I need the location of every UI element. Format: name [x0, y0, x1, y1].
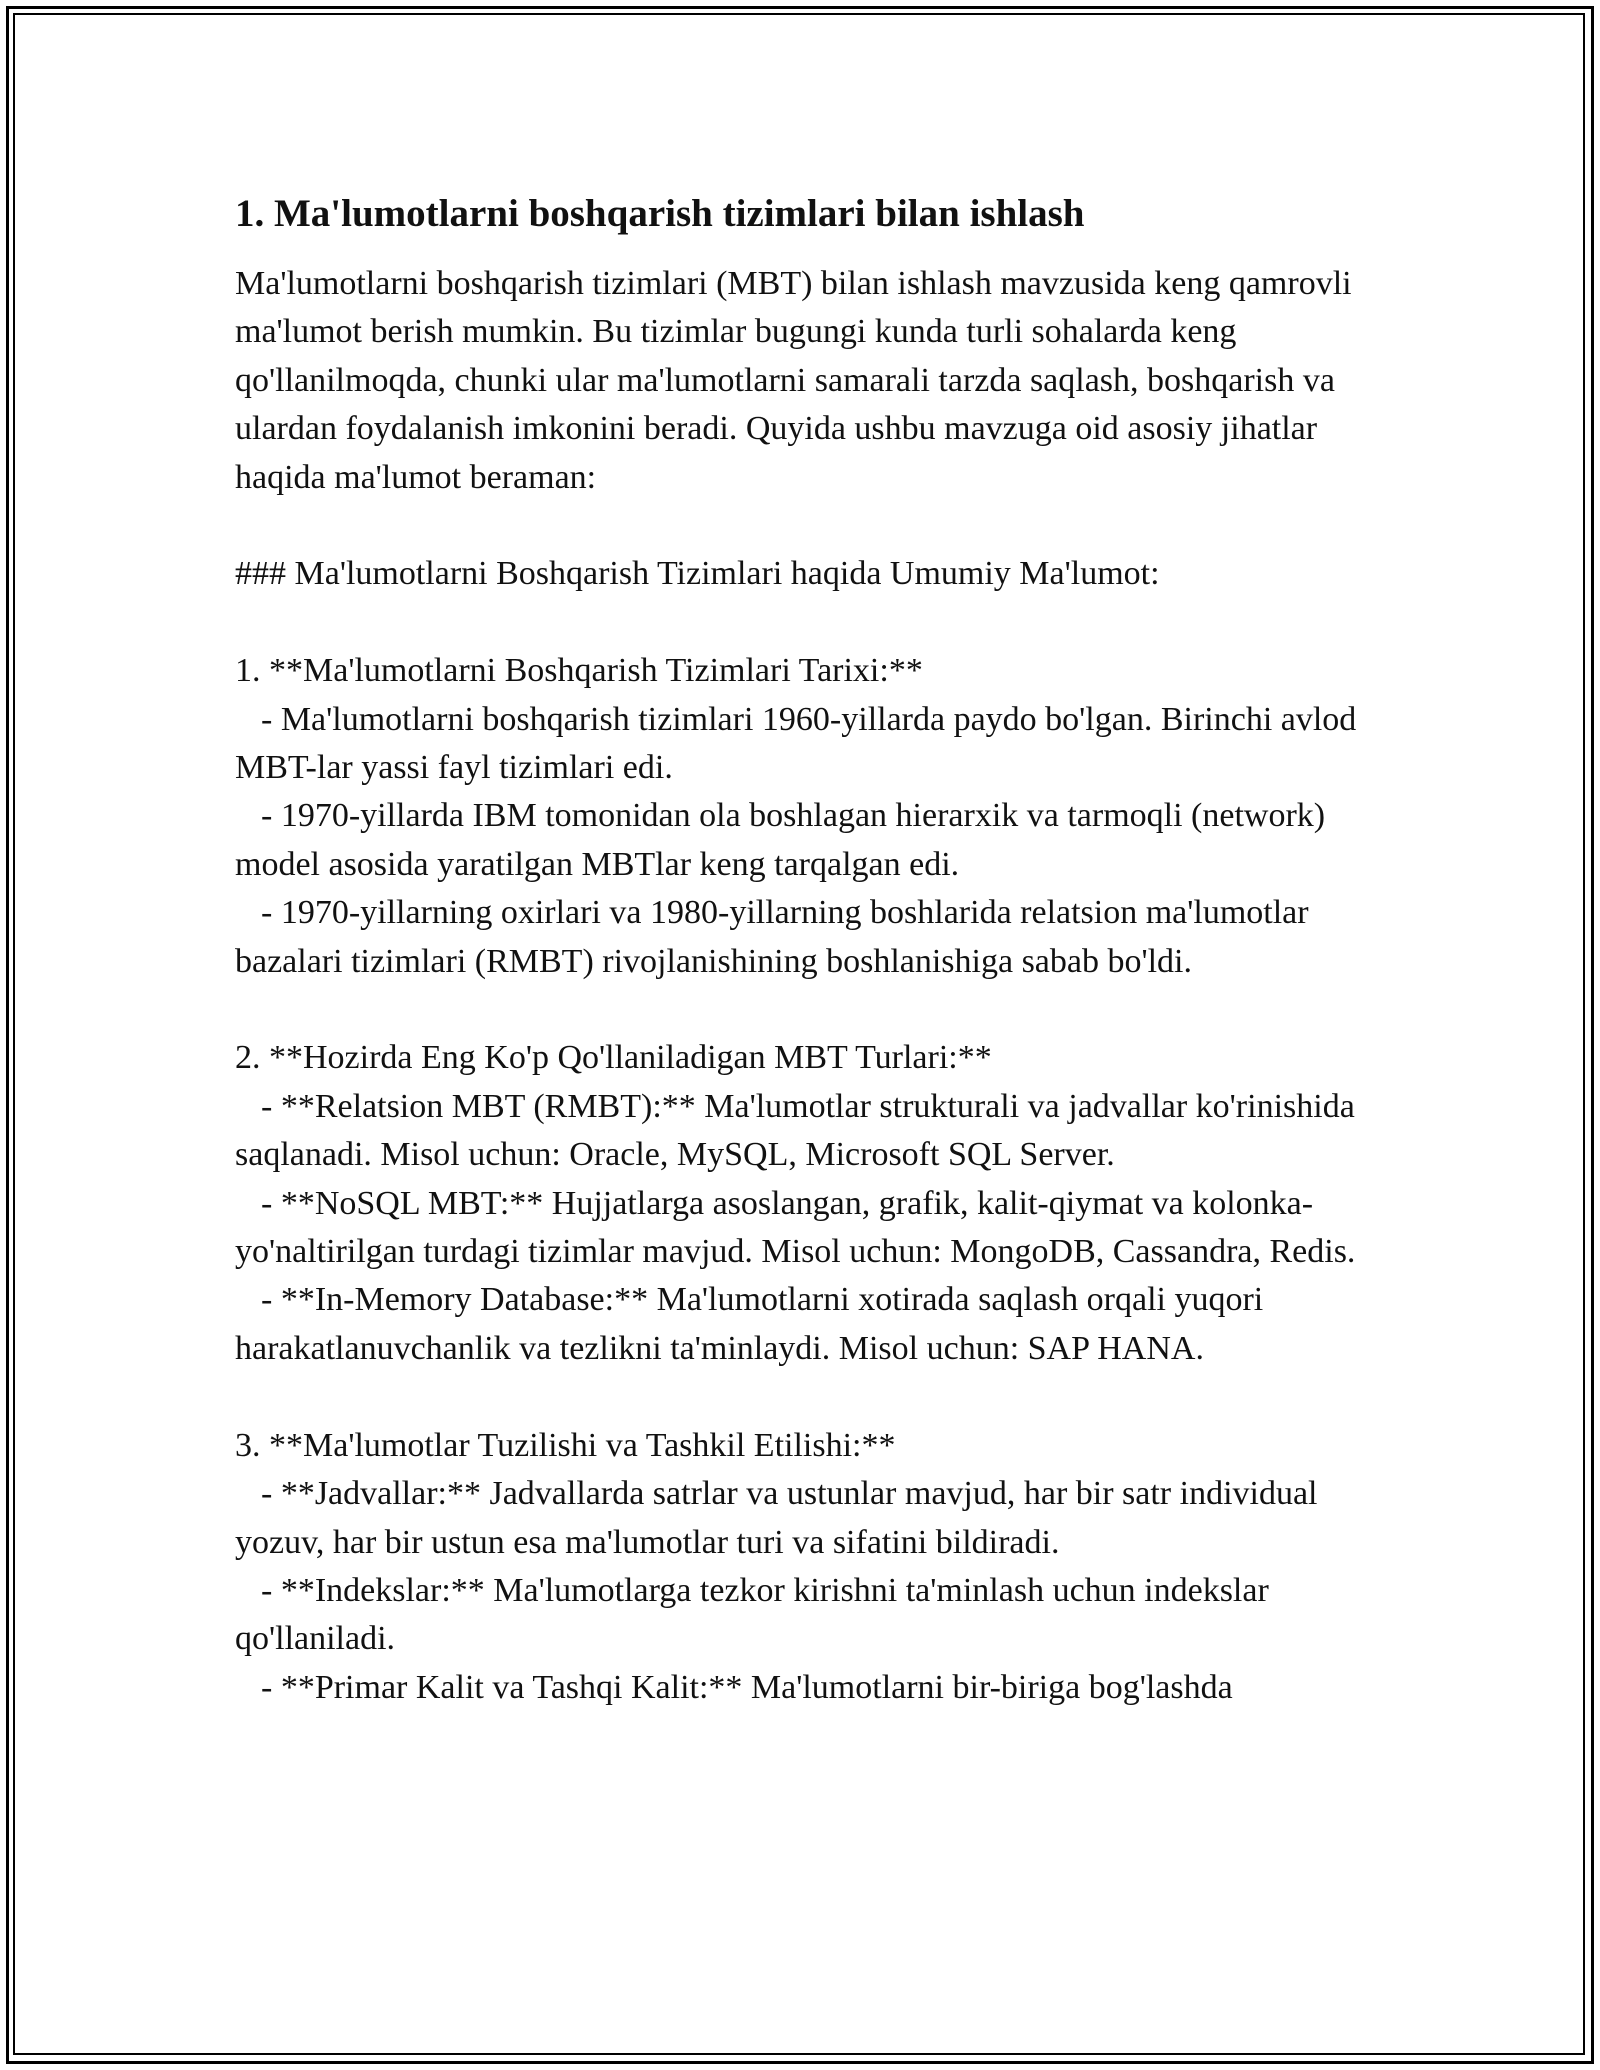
list-item — [235, 1567, 1375, 1664]
intro-paragraph: Ma'lumotlarni boshqarish tizimlari (MBT) bilan ishlash mavzusida keng qamrovli ma'lumot berish mumkin. Bu tizimlar bugungi kunda turli sohalarda keng qo'llanilmoqda, chunki ular ma'lumotlarni samarali tarzda saqlash, boshqarish va ulardan foydalanish imkonini beradi. Quyida ushbu mavzuga oid asosiy jihatlar haqida ma'lumot beraman: — [235, 265, 1352, 496]
list-item — [235, 696, 1375, 793]
list-item-text: - 1970-yillarda IBM tomonidan ola boshlagan hierarxik va tarmoqli (network) model asosida yaratilgan MBTlar keng tarqalgan edi. — [235, 797, 1326, 883]
section-structure — [235, 1422, 1375, 1712]
section-history — [235, 647, 1375, 986]
list-item-text: - **Jadvallar:** Jadvallarda satrlar va ustunlar mavjud, har bir satr individual yozuv, har bir ustun esa ma'lumotlar turi va sifatini bildiradi. — [235, 1475, 1318, 1561]
list-item — [235, 889, 1375, 986]
list-item — [235, 1470, 1375, 1567]
document-title: 1. Ma'lumotlarni boshqarish tizimlari bilan ishlash — [235, 192, 1085, 235]
section-title: 2. **Hozirda Eng Ko'p Qo'llaniladigan MBT Turlari:** — [235, 1039, 992, 1077]
spacer — [235, 502, 1375, 550]
list-item — [235, 1083, 1375, 1180]
spacer — [235, 1373, 1375, 1421]
document-body — [235, 188, 1375, 1712]
section-title: 3. **Ma'lumotlar Tuzilishi va Tashkil Etilishi:** — [235, 1426, 896, 1464]
section-title: 1. **Ma'lumotlarni Boshqarish Tizimlari Tarixi:** — [235, 652, 923, 690]
section-types — [235, 1034, 1375, 1373]
section-heading: ### Ma'lumotlarni Boshqarish Tizimlari haqida Umumiy Ma'lumot: — [235, 555, 1160, 593]
list-item — [235, 792, 1375, 889]
list-item-text: - **Relatsion MBT (RMBT):** Ma'lumotlar strukturali va jadvallar ko'rinishida saqlanadi. Misol uchun: Oracle, MySQL, Microsoft SQL Server. — [235, 1087, 1355, 1174]
list-item-text: - Ma'lumotlarni boshqarish tizimlari 1960-yillarda paydo bo'lgan. Birinchi avlod MBT-lar yassi fayl tizimlari edi. — [235, 700, 1357, 787]
spacer — [235, 599, 1375, 647]
list-item-text: - **Primar Kalit va Tashqi Kalit:** Ma'lumotlarni bir-biriga bog'lashda — [261, 1668, 1233, 1706]
list-item-text: - 1970-yillarning oxirlari va 1980-yillarning boshlarida relatsion ma'lumotlar bazalari tizimlari (RMBT) rivojlanishining boshlanishiga sabab bo'ldi. — [235, 894, 1309, 980]
spacer — [235, 986, 1375, 1034]
list-item — [235, 1276, 1375, 1373]
list-item — [235, 1180, 1375, 1277]
list-item-text: - **NoSQL MBT:** Hujjatlarga asoslangan, grafik, kalit-qiymat va kolonka-yo'naltirilgan turdagi tizimlar mavjud. Misol uchun: MongoDB, Cassandra, Redis. — [235, 1184, 1356, 1271]
list-item-text: - **Indekslar:** Ma'lumotlarga tezkor kirishni ta'minlash uchun indekslar qo'llaniladi. — [235, 1571, 1269, 1658]
list-item-text: - **In-Memory Database:** Ma'lumotlarni xotirada saqlash orqali yuqori harakatlanuvchanlik va tezlikni ta'minlaydi. Misol uchun: SAP HANA. — [235, 1281, 1264, 1367]
list-item — [235, 1664, 1375, 1712]
